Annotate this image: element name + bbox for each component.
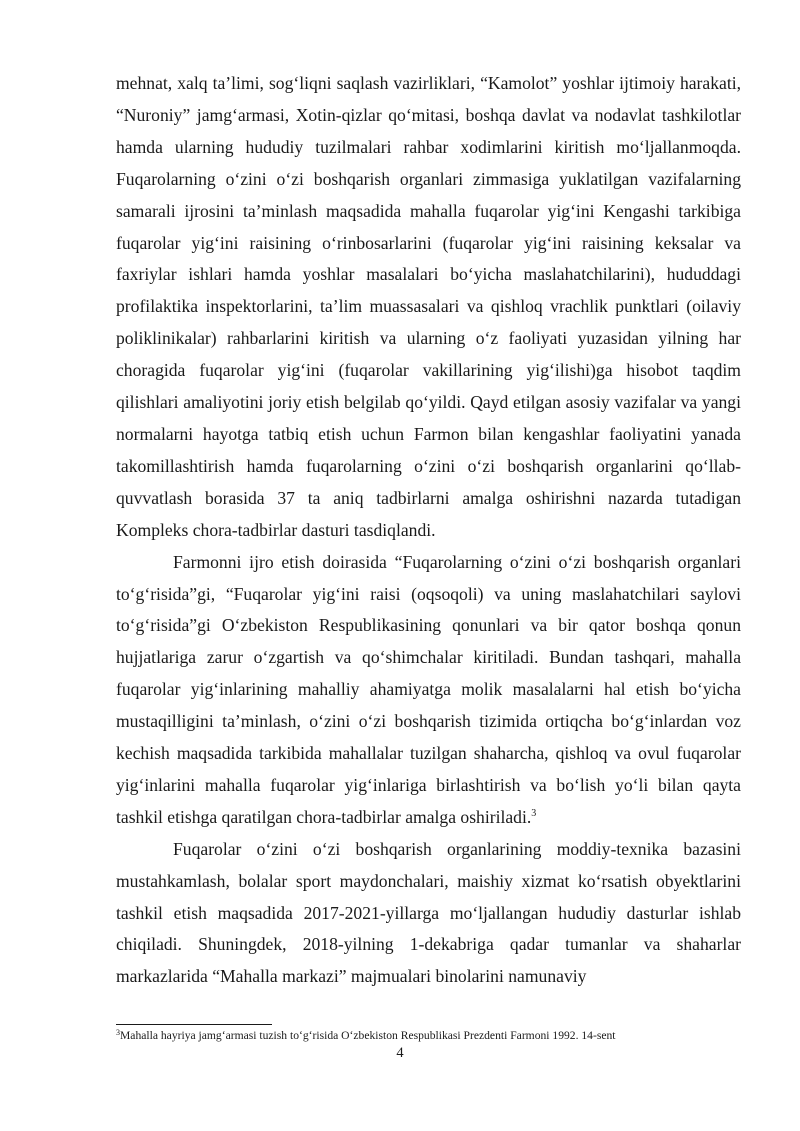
footnote-separator [116, 1024, 272, 1025]
body-text [116, 68, 741, 993]
footnote-text: Mahalla hayriya jamg‘armasi tuzish to‘g‘risida O‘zbekiston Respublikasi Prezdenti Farmoni 1992. 14-sent [120, 1029, 616, 1042]
footnote-reference[interactable]: 3 [531, 807, 537, 819]
paragraph-1: mehnat, xalq ta’limi, sog‘liqni saqlash vazirliklari, “Kamolot” yoshlar ijtimoiy harakati, “Nuroniy” jamg‘armasi, Xotin-qizlar qo‘mitasi, boshqa davlat va nodavlat tashkilotlar hamda ularning hududiy tuzilmalari rahbar xodimlarini kiritish mo‘ljallanmoqda. Fuqarolarning o‘zini o‘zi boshqarish organlari zimmasiga yuklatilgan vazifalarning samarali ijrosini ta’minlash maqsadida mahalla fuqarolar yig‘ini Kengashi tarkibiga fuqarolar yig‘ini raisining o‘rinbosarlarini (fuqarolar yig‘ini raisining keksalar va faxriylar ishlari hamda yoshlar masalalari bo‘yicha maslahatchilarini), hududdagi profilaktika inspektorlarini, ta’lim muassasalari va qishloq vrachlik punktlari (oilaviy poliklinikalar) rahbarlarini kiritish va ularning o‘z faoliyati yuzasidan yilning har choragida fuqarolar yig‘ini (fuqarolar vakillarining yig‘ilishi)ga hisobot taqdim qilishlari amaliyotini joriy etish belgilab qo‘yildi. Qayd etilgan asosiy vazifalar va yangi normalarni hayotga tatbiq etish uchun Farmon bilan kengashlar faoliyatini yanada takomillashtirish hamda fuqarolarning o‘zini o‘zi boshqarish organlarini qo‘llab-quvvatlash borasida 37 ta aniq tadbirlarni amalga oshirishni nazarda tutadigan Kompleks chora-tadbirlar dasturi tasdiqlandi. [116, 73, 741, 540]
paragraph-3: Fuqarolar o‘zini o‘zi boshqarish organlarining moddiy-texnika bazasini mustahkamlash, bolalar sport maydonchalari, maishiy xizmat ko‘rsatish obyektlarini tashkil etish maqsadida 2017-2021-yillarga mo‘ljallangan hududiy dasturlar ishlab chiqiladi. Shuningdek, 2018-yilning 1-dekabriga qadar tumanlar va shaharlar markazlarida “Mahalla markazi” majmualari binolarini namunaviy [116, 838, 741, 987]
paragraph-2 [116, 547, 741, 834]
footnote-marker: 3 [116, 1028, 120, 1037]
page-number: 4 [396, 1045, 404, 1061]
paragraph-2-text: Farmonni ijro etish doirasida “Fuqarolarning o‘zini o‘zi boshqarish organlari to‘g‘risida”gi, “Fuqarolar yig‘ini raisi (oqsoqoli) va uning maslahatchilari saylovi to‘g‘risida”gi O‘zbekiston Respublikasining qonunlari va bir qator boshqa qonun hujjatlariga zarur o‘zgartish va qo‘shimchalar kiritiladi. Bundan tashqari, mahalla fuqarolar yig‘inlarining mahalliy ahamiyatga molik masalalarni hal etish bo‘yicha mustaqilligini ta’minlash, o‘zini o‘zi boshqarish tizimida ortiqcha bo‘g‘inlardan voz kechish maqsadida tarkibida mahallalar tuzilgan shaharcha, qishloq va ovul fuqarolar yig‘inlarini mahalla fuqarolar yig‘inlariga birlashtirish va bo‘lish yo‘li bilan qayta tashkil etishga qaratilgan chora-tadbirlar amalga oshiriladi. [116, 551, 741, 827]
footnote [116, 1029, 741, 1043]
